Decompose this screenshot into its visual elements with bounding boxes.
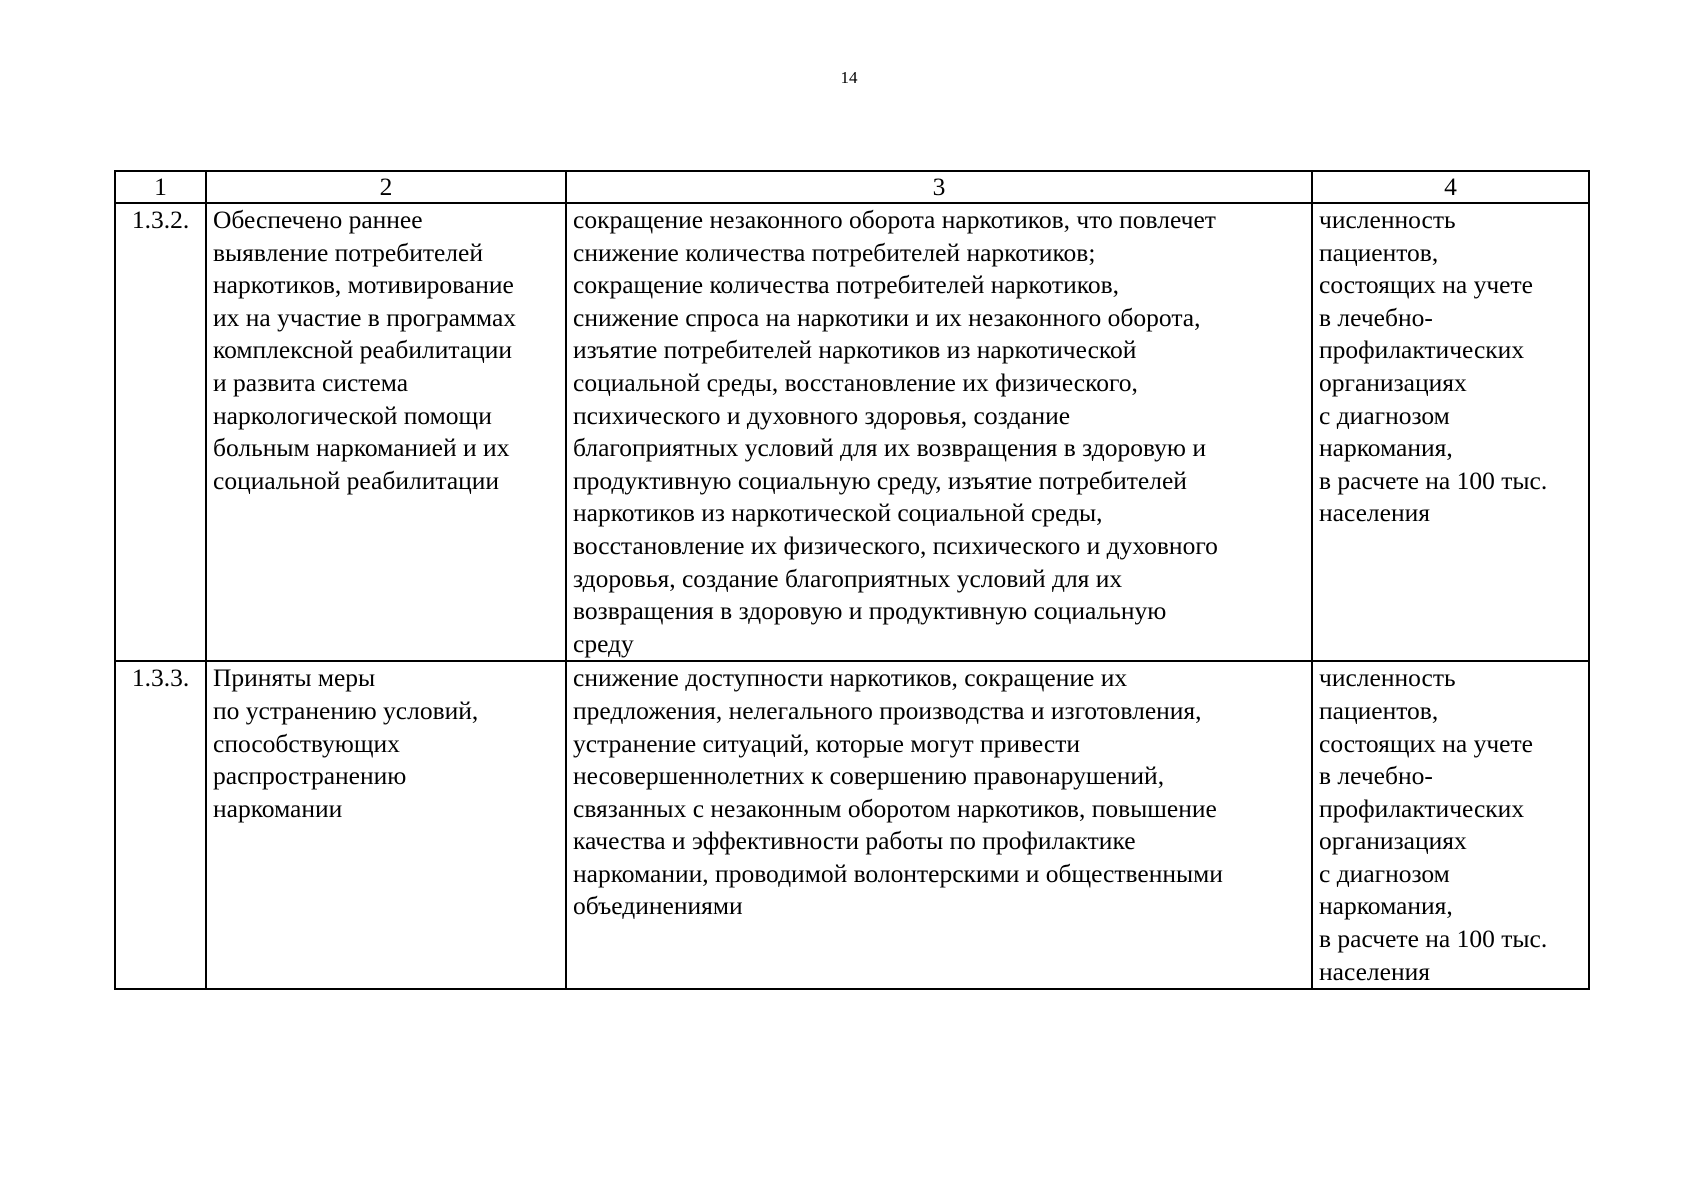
measure-description bbox=[206, 661, 566, 989]
cell-text-line: выявление потребителей bbox=[213, 237, 483, 267]
cell-text-line: снижение доступности наркотиков, сокращение их bbox=[573, 663, 1128, 693]
cell-text-line: профилактических bbox=[1319, 335, 1525, 365]
page-number: 14 bbox=[840, 68, 858, 87]
cell-text-line: наркомании, проводимой волонтерскими и общественными bbox=[573, 858, 1223, 888]
cell-text-line: комплексной реабилитации bbox=[213, 335, 513, 365]
cell-text-line: возвращения в здоровую и продуктивную социальную bbox=[573, 596, 1167, 626]
cell-text-line: пациентов, bbox=[1319, 237, 1439, 267]
expected-result bbox=[566, 661, 1312, 989]
cell-text-line: способствующих bbox=[213, 728, 400, 758]
cell-text-line: сокращение незаконного оборота наркотиков, что повлечет bbox=[573, 205, 1216, 234]
cell-text-line: пациентов, bbox=[1319, 695, 1439, 725]
cell-text-line: наркотиков, мотивирование bbox=[213, 270, 514, 300]
cell-text-line: организациях bbox=[1319, 826, 1467, 856]
cell-text-line: связанных с незаконным оборотом наркотиков, повышение bbox=[573, 793, 1217, 823]
cell-text-line: Обеспечено раннее bbox=[213, 205, 423, 234]
row-number: 1.3.3. bbox=[115, 661, 206, 989]
cell-text-line: психического и духовного здоровья, создание bbox=[573, 400, 1071, 430]
cell-text-line: с диагнозом bbox=[1319, 400, 1450, 430]
cell-text-line: наркологической помощи bbox=[213, 400, 492, 430]
cell-text-line: населения bbox=[1319, 956, 1430, 986]
indicator bbox=[1312, 661, 1589, 989]
cell-text-line: объединениями bbox=[573, 891, 743, 921]
header-cell-1: 1 bbox=[115, 171, 206, 203]
header-cell-4: 4 bbox=[1312, 171, 1589, 203]
cell-text-line: с диагнозом bbox=[1319, 858, 1450, 888]
cell-text-line: благоприятных условий для их возвращения в здоровую и bbox=[573, 433, 1206, 463]
cell-text-line: в лечебно- bbox=[1319, 761, 1433, 791]
cell-text-line: по устранению условий, bbox=[213, 695, 479, 725]
expected-result bbox=[566, 203, 1312, 661]
cell-text-line: предложения, нелегального производства и изготовления, bbox=[573, 695, 1202, 725]
cell-text-line: и развита система bbox=[213, 367, 409, 397]
cell-text-line: снижение количества потребителей наркотиков; bbox=[573, 237, 1096, 267]
cell-text-line: социальной среды, восстановление их физического, bbox=[573, 367, 1138, 397]
header-cell-3: 3 bbox=[566, 171, 1312, 203]
cell-text-line: наркомания, bbox=[1319, 433, 1453, 463]
header-cell-2: 2 bbox=[206, 171, 566, 203]
cell-text-line: численность bbox=[1319, 663, 1456, 693]
cell-text-line: социальной реабилитации bbox=[213, 465, 500, 495]
cell-text-line: устранение ситуаций, которые могут привести bbox=[573, 728, 1080, 758]
cell-text-line: профилактических bbox=[1319, 793, 1525, 823]
cell-text-line: организациях bbox=[1319, 367, 1467, 397]
cell-text-line: в лечебно- bbox=[1319, 302, 1433, 332]
cell-text-line: в расчете на 100 тыс. bbox=[1319, 924, 1548, 954]
cell-text-line: распространению bbox=[213, 761, 407, 791]
cell-text-line: несовершеннолетних к совершению правонарушений, bbox=[573, 761, 1165, 791]
cell-text-line: их на участие в программах bbox=[213, 302, 517, 332]
row-number: 1.3.2. bbox=[115, 203, 206, 661]
cell-text-line: восстановление их физического, психического и духовного bbox=[573, 530, 1218, 560]
cell-text-line: качества и эффективности работы по профилактике bbox=[573, 826, 1136, 856]
cell-text-line: Приняты меры bbox=[213, 663, 376, 693]
cell-text-line: наркотиков из наркотической социальной среды, bbox=[573, 498, 1103, 528]
cell-text-line: среду bbox=[573, 628, 634, 658]
table-row bbox=[115, 661, 1589, 989]
cell-text-line: наркомания, bbox=[1319, 891, 1453, 921]
cell-text-line: населения bbox=[1319, 498, 1430, 528]
cell-text-line: снижение спроса на наркотики и их незаконного оборота, bbox=[573, 302, 1201, 332]
cell-text-line: в расчете на 100 тыс. bbox=[1319, 465, 1548, 495]
indicator bbox=[1312, 203, 1589, 661]
table-row bbox=[115, 203, 1589, 661]
cell-text-line: наркомании bbox=[213, 793, 343, 823]
cell-text-line: состоящих на учете bbox=[1319, 728, 1533, 758]
cell-text-line: состоящих на учете bbox=[1319, 270, 1533, 300]
measures-table bbox=[114, 170, 1590, 990]
cell-text-line: численность bbox=[1319, 205, 1456, 234]
table-header-row bbox=[115, 171, 1589, 203]
measure-description bbox=[206, 203, 566, 661]
cell-text-line: изъятие потребителей наркотиков из наркотической bbox=[573, 335, 1137, 365]
cell-text-line: продуктивную социальную среду, изъятие потребителей bbox=[573, 465, 1187, 495]
cell-text-line: сокращение количества потребителей наркотиков, bbox=[573, 270, 1119, 300]
cell-text-line: больным наркоманией и их bbox=[213, 433, 510, 463]
cell-text-line: здоровья, создание благоприятных условий для их bbox=[573, 563, 1123, 593]
